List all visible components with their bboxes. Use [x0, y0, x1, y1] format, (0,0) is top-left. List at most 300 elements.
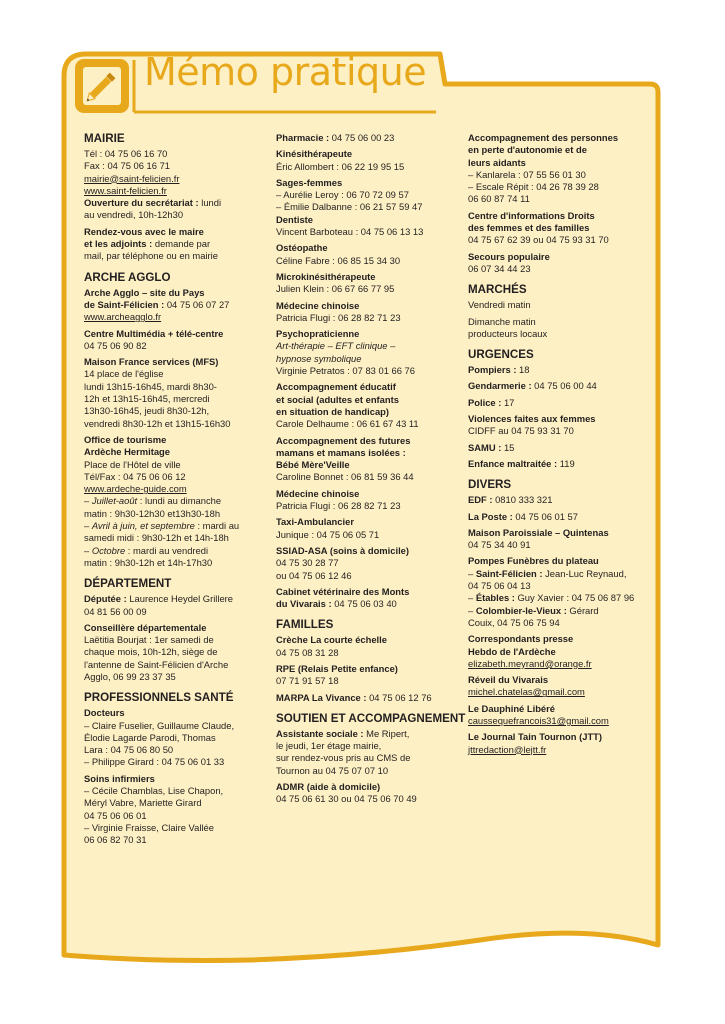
text-line: [84, 368, 262, 380]
text-segment: Pompes Funèbres du plateau: [468, 555, 599, 567]
contact-link[interactable]: caussequefrancois31@gmail.com: [468, 714, 609, 726]
text-segment: Saint-Félicien :: [475, 567, 543, 579]
text-segment: Juillet-août: [91, 495, 138, 507]
text-segment: Cabinet vétérinaire des Monts: [276, 585, 410, 597]
text-segment: vendredi 8h30-12h et 13h15-16h30: [84, 417, 231, 429]
text-segment: Colombier-le-Vieux :: [475, 604, 567, 616]
text-segment: 04 75 34 40 91: [468, 539, 531, 551]
section-heading: DIVERS: [468, 478, 512, 492]
text-segment: Vincent Barboteau : 04 75 06 13 13: [276, 226, 424, 238]
text-segment: 04 75 06 61 30 ou 04 75 06 70 49: [276, 793, 417, 805]
text-segment: Médecine chinoise: [276, 487, 360, 499]
text-segment: Octobre: [91, 544, 126, 556]
text-segment: 04 75 06 00 23: [329, 132, 395, 143]
text-segment: lundi: [198, 197, 222, 209]
section-heading: MARCHÉS: [468, 283, 527, 297]
text-line: [468, 658, 646, 670]
text-segment: de Saint-Félicien :: [84, 298, 165, 310]
contact-link[interactable]: jttredaction@lejtt.fr: [468, 743, 547, 755]
text-line: [276, 226, 456, 238]
text-line: [468, 715, 646, 727]
text-segment: Secours populaire: [468, 250, 550, 262]
text-segment: Médecine chinoise: [276, 299, 360, 311]
section-heading: DÉPARTEMENT: [84, 577, 172, 591]
text-segment: CIDFF au 04 75 93 31 70: [468, 425, 574, 437]
text-segment: 12h et 13h15-16h45, mercredi: [84, 393, 210, 405]
text-segment: Tournon au 04 75 07 07 10: [276, 764, 389, 776]
text-line: [276, 488, 456, 500]
text-line: [468, 364, 646, 376]
section-heading: URGENCES: [468, 348, 534, 362]
text-segment: Céline Fabre : 06 85 15 34 30: [276, 254, 401, 266]
text-line: [276, 353, 456, 365]
text-segment: Arche Agglo – site du Pays: [84, 286, 205, 298]
text-line: [84, 732, 262, 744]
text-line: [84, 434, 262, 446]
text-segment: du Vivarais :: [276, 598, 332, 610]
text-line: [276, 255, 456, 267]
text-segment: Patricia Flugi : 06 28 82 71 23: [276, 311, 401, 323]
text-line: [468, 397, 646, 409]
text-segment: Virginie Petratos : 07 83 01 66 76: [276, 365, 415, 377]
text-segment: – Cécile Chamblas, Lise Chapon,: [84, 785, 224, 797]
text-segment: lundi 13h15-16h45, mardi 8h30-: [84, 380, 217, 392]
section-heading: MAIRIE: [84, 132, 125, 145]
text-segment: matin : 9h30-12h30 et13h30-18h: [84, 507, 221, 519]
text-segment: Laëtitia Bourjat : 1er samedi de: [84, 634, 214, 646]
text-segment: Le Journal Tain Tournon (JTT): [468, 731, 603, 743]
text-segment: Méryl Vabre, Mariette Girard: [84, 797, 202, 809]
text-line: [468, 617, 646, 629]
text-line: [276, 570, 456, 582]
text-line: [468, 263, 646, 275]
text-segment: Julien Klein : 06 67 66 77 95: [276, 283, 395, 295]
text-segment: Agglo, 06 99 23 37 35: [84, 670, 176, 682]
contact-link[interactable]: elizabeth.meyrand@orange.fr: [468, 657, 592, 669]
text-segment: Élodie Lagarde Parodi, Thomas: [84, 731, 216, 743]
section-heading: FAMILLES: [276, 618, 334, 632]
text-segment: 15: [501, 441, 515, 453]
text-line: [276, 586, 456, 598]
text-segment: demande par: [152, 238, 211, 250]
text-line: [276, 752, 456, 764]
text-line: [468, 251, 646, 263]
text-segment: Art-thérapie – EFT clinique –: [276, 340, 396, 352]
text-segment: Crèche La courte échelle: [276, 634, 387, 646]
text-line: [84, 744, 262, 756]
text-segment: Accompagnement des futures: [276, 434, 411, 446]
text-segment: Kinésithérapeute: [276, 148, 353, 160]
text-segment: Hebdo de l'Ardèche: [468, 645, 556, 657]
contact-link[interactable]: www.saint-felicien.fr: [84, 184, 167, 196]
text-line: [84, 545, 262, 557]
text-segment: Docteurs: [84, 707, 125, 719]
text-segment: Taxi-Ambulancier: [276, 516, 354, 528]
text-segment: Centre d'informations Droits: [468, 209, 595, 221]
text-line: [84, 340, 262, 352]
text-segment: Enfance maltraitée :: [468, 457, 558, 469]
text-segment: 119: [557, 457, 575, 469]
text-line: [84, 557, 262, 569]
text-line: [276, 132, 456, 144]
text-line: [468, 425, 646, 437]
text-segment: 04 81 56 00 09: [84, 605, 147, 617]
text-segment: 18: [516, 364, 530, 376]
text-line: [468, 181, 646, 193]
text-line: [84, 287, 262, 299]
text-line: [84, 311, 262, 323]
text-line: [84, 185, 262, 197]
text-segment: Police :: [468, 396, 502, 408]
text-segment: –: [468, 567, 476, 579]
text-segment: Fax : 04 75 06 16 71: [84, 160, 171, 172]
text-line: [84, 810, 262, 822]
text-segment: – Philippe Girard : 04 75 06 01 33: [84, 756, 225, 768]
text-line: [276, 242, 456, 254]
text-segment: 04 75 67 62 39 ou 04 75 93 31 70: [468, 234, 609, 246]
text-line: [468, 686, 646, 698]
text-segment: Psychopraticienne: [276, 328, 360, 340]
text-line: [468, 316, 646, 328]
text-segment: 04 75 06 01 57: [512, 510, 578, 522]
text-segment: et social (adultes et enfants: [276, 393, 399, 405]
pencil-icon: [74, 58, 130, 114]
text-segment: Maison Paroissiale – Quintenas: [468, 526, 609, 538]
text-line: [276, 557, 456, 569]
text-segment: Centre Multimédia + télé-centre: [84, 327, 224, 339]
text-segment: matin : 9h30-12h et 14h-17h30: [84, 556, 213, 568]
text-line: [84, 508, 262, 520]
text-segment: en perte d'autonomie et de: [468, 144, 587, 156]
text-line: [276, 459, 456, 471]
text-segment: 04 75 08 31 28: [276, 646, 339, 658]
text-segment: Me Ripert,: [363, 727, 410, 739]
text-line: [468, 222, 646, 234]
text-line: [468, 132, 646, 144]
text-line: [276, 663, 456, 675]
text-line: [84, 634, 262, 646]
text-segment: Jean-Luc Reynaud,: [542, 567, 627, 579]
text-segment: : mardi au: [194, 520, 240, 532]
text-segment: SAMU :: [468, 441, 502, 453]
text-segment: producteurs locaux: [468, 327, 548, 339]
text-line: [84, 773, 262, 785]
text-line: [468, 442, 646, 454]
text-segment: Tél/Fax : 04 75 06 06 12: [84, 470, 186, 482]
column-1: [84, 132, 262, 847]
text-line: [468, 674, 646, 686]
text-segment: ou 04 75 06 12 46: [276, 569, 352, 581]
text-line: [84, 756, 262, 768]
text-segment: Gérard: [566, 604, 599, 616]
text-segment: Dimanche matin: [468, 315, 536, 327]
text-segment: au vendredi, 10h-12h30: [84, 209, 184, 221]
text-line: [468, 169, 646, 181]
text-segment: l'antenne de Saint-Félicien d'Arche: [84, 658, 229, 670]
text-line: [276, 161, 456, 173]
text-segment: Pharmacie :: [276, 132, 330, 143]
text-segment: Guy Xavier : 04 75 06 87 96: [514, 592, 635, 604]
text-segment: Office de tourisme: [84, 433, 167, 445]
text-line: [84, 471, 262, 483]
text-line: [468, 494, 646, 506]
text-segment: 04 75 06 90 82: [84, 339, 147, 351]
text-line: [468, 555, 646, 567]
text-line: [84, 418, 262, 430]
text-line: [84, 622, 262, 634]
text-line: [276, 328, 456, 340]
text-line: [84, 250, 262, 262]
text-line: [276, 598, 456, 610]
text-segment: Accompagnement des personnes: [468, 132, 619, 143]
text-segment: 04 75 30 28 77: [276, 557, 339, 569]
text-segment: –: [468, 604, 476, 616]
text-segment: 13h30-16h45, jeudi 8h30-12h,: [84, 405, 210, 417]
text-segment: – Escale Répit : 04 26 78 39 28: [468, 181, 599, 193]
text-segment: Le Dauphiné Libéré: [468, 702, 555, 714]
text-line: [84, 299, 262, 311]
text-segment: Laurence Heydel Grillere: [126, 593, 234, 605]
text-line: [84, 459, 262, 471]
text-line: [84, 495, 262, 507]
text-line: [84, 659, 262, 671]
text-line: [276, 740, 456, 752]
text-segment: leurs aidants: [468, 156, 526, 168]
text-segment: le jeudi, 1er étage mairie,: [276, 740, 382, 752]
text-line: [84, 797, 262, 809]
text-line: [84, 381, 262, 393]
text-segment: et les adjoints :: [84, 238, 153, 250]
text-line: [276, 675, 456, 687]
text-line: [84, 646, 262, 658]
text-segment: 06 07 34 44 23: [468, 262, 531, 274]
text-line: [468, 633, 646, 645]
text-line: [84, 671, 262, 683]
text-line: [276, 545, 456, 557]
text-segment: 04 75 06 12 76: [366, 691, 432, 703]
text-line: [84, 148, 262, 160]
text-segment: : lundi au dimanche: [137, 495, 222, 507]
text-line: [468, 580, 646, 592]
text-segment: 06 60 87 74 11: [468, 193, 530, 205]
text-line: [84, 209, 262, 221]
text-segment: Éric Allombert : 06 22 19 95 15: [276, 160, 405, 172]
text-segment: – Virginie Fraisse, Claire Vallée: [84, 821, 214, 833]
text-line: [276, 529, 456, 541]
text-line: [84, 328, 262, 340]
text-segment: –: [84, 495, 92, 507]
contact-link[interactable]: mairie@saint-felicien.fr: [84, 172, 180, 184]
text-line: [468, 511, 646, 523]
text-line: [276, 365, 456, 377]
text-line: [276, 214, 456, 226]
text-segment: Pompiers :: [468, 364, 517, 376]
text-segment: 0810 333 321: [492, 494, 553, 506]
text-line: [84, 446, 262, 458]
text-line: [468, 328, 646, 340]
text-segment: EDF :: [468, 494, 493, 506]
text-line: [84, 834, 262, 846]
text-segment: –: [84, 520, 92, 532]
text-segment: Soins infirmiers: [84, 772, 155, 784]
text-segment: Vendredi matin: [468, 299, 531, 311]
text-segment: Ardèche Hermitage: [84, 446, 170, 458]
text-line: [276, 781, 456, 793]
text-segment: Correspondants presse: [468, 633, 574, 645]
text-segment: Sages-femmes: [276, 176, 343, 188]
text-line: [276, 381, 456, 393]
text-segment: 17: [501, 396, 515, 408]
section-heading: SOUTIEN ET ACCOMPAGNEMENT: [276, 711, 466, 725]
text-segment: 04 75 06 07 27: [164, 298, 230, 310]
text-line: [276, 793, 456, 805]
text-segment: 07 71 91 57 18: [276, 675, 339, 687]
text-segment: Tél : 04 75 06 16 70: [84, 148, 168, 159]
text-line: [276, 447, 456, 459]
text-segment: Rendez-vous avec le maire: [84, 225, 204, 237]
text-line: [276, 300, 456, 312]
text-line: [276, 406, 456, 418]
text-line: [468, 380, 646, 392]
text-line: [276, 312, 456, 324]
text-line: [276, 471, 456, 483]
text-segment: 04 75 06 03 40: [331, 598, 397, 610]
text-segment: 04 75 06 00 44: [531, 380, 597, 392]
text-line: [468, 592, 646, 604]
text-segment: Ostéopathe: [276, 242, 328, 254]
text-line: [468, 299, 646, 311]
text-line: [84, 173, 262, 185]
text-line: [84, 226, 262, 238]
text-line: [276, 647, 456, 659]
text-line: [276, 500, 456, 512]
text-segment: Étables :: [475, 592, 515, 604]
text-line: [276, 177, 456, 189]
text-line: [468, 234, 646, 246]
text-segment: Accompagnement éducatif: [276, 381, 396, 393]
text-line: [468, 458, 646, 470]
text-segment: Avril à juin, et septembre: [91, 520, 195, 532]
text-line: [468, 210, 646, 222]
text-segment: mamans et mamans isolées :: [276, 446, 406, 458]
text-segment: La Poste :: [468, 510, 513, 522]
text-segment: SSIAD-ASA (soins à domicile): [276, 544, 410, 556]
text-line: [276, 634, 456, 646]
section-heading: PROFESSIONNELS SANTÉ: [84, 691, 234, 705]
text-line: [468, 646, 646, 658]
text-line: [84, 393, 262, 405]
text-segment: Carole Delhaume : 06 61 67 43 11: [276, 418, 419, 430]
page-title: Mémo pratique: [144, 50, 427, 94]
text-line: [276, 765, 456, 777]
column-3: [468, 132, 646, 756]
text-line: [468, 193, 646, 205]
text-line: [468, 144, 646, 156]
text-segment: 06 06 82 70 31: [84, 834, 147, 846]
text-line: [84, 707, 262, 719]
text-segment: Ouverture du secrétariat :: [84, 197, 199, 209]
text-line: [84, 405, 262, 417]
text-segment: – Kanlarela : 07 55 56 01 30: [468, 168, 586, 180]
text-line: [84, 593, 262, 605]
text-line: [84, 822, 262, 834]
text-line: [468, 731, 646, 743]
text-line: [468, 413, 646, 425]
text-segment: Conseillère départementale: [84, 621, 207, 633]
text-segment: Dentiste: [276, 213, 313, 225]
contact-link[interactable]: www.archeagglo.fr: [84, 311, 162, 323]
text-segment: 14 place de l'église: [84, 368, 164, 380]
text-segment: samedi midi : 9h30-12h et 14h-18h: [84, 532, 229, 544]
text-line: [276, 201, 456, 213]
text-line: [84, 160, 262, 172]
text-segment: Assistante sociale :: [276, 727, 364, 739]
text-line: [276, 418, 456, 430]
text-segment: Violences faites aux femmes: [468, 413, 596, 425]
text-line: [468, 539, 646, 551]
text-line: [276, 283, 456, 295]
text-segment: Junique : 04 75 06 05 71: [276, 528, 380, 540]
text-segment: mail, par téléphone ou en mairie: [84, 250, 218, 262]
text-line: [276, 516, 456, 528]
text-line: [276, 148, 456, 160]
text-segment: hypnose symbolique: [276, 352, 362, 364]
text-line: [276, 728, 456, 740]
text-line: [84, 720, 262, 732]
text-segment: 04 75 06 04 13: [468, 580, 531, 592]
text-segment: – Émilie Dalbanne : 06 21 57 59 47: [276, 201, 423, 213]
contact-link[interactable]: www.ardeche-guide.com: [84, 483, 187, 495]
text-line: [84, 356, 262, 368]
text-line: [468, 568, 646, 580]
text-segment: 04 75 06 06 01: [84, 809, 147, 821]
text-segment: : mardi au vendredi: [125, 544, 209, 556]
text-segment: MARPA La Vivance :: [276, 691, 367, 703]
text-segment: Députée :: [84, 593, 127, 605]
text-segment: –: [468, 592, 476, 604]
text-segment: Gendarmerie :: [468, 380, 532, 392]
text-segment: Caroline Bonnet : 06 81 59 36 44: [276, 471, 414, 483]
column-2: [276, 132, 466, 806]
text-line: [276, 189, 456, 201]
text-segment: Couix, 04 75 06 75 94: [468, 616, 560, 628]
text-segment: – Aurélie Leroy : 06 70 72 09 57: [276, 189, 409, 201]
text-line: [276, 692, 456, 704]
text-segment: Place de l'Hôtel de ville: [84, 458, 181, 470]
text-segment: Bébé Mère'Veille: [276, 459, 350, 471]
text-line: [468, 744, 646, 756]
text-segment: ADMR (aide à domicile): [276, 781, 381, 793]
text-line: [84, 520, 262, 532]
text-segment: Microkinésithérapeute: [276, 270, 376, 282]
text-line: [468, 157, 646, 169]
text-line: [84, 483, 262, 495]
text-line: [276, 394, 456, 406]
text-line: [276, 271, 456, 283]
text-line: [468, 527, 646, 539]
text-segment: Patricia Flugi : 06 28 82 71 23: [276, 500, 401, 512]
text-segment: –: [84, 544, 92, 556]
text-segment: Réveil du Vivarais: [468, 674, 549, 686]
text-segment: Lara : 04 75 06 80 50: [84, 744, 174, 756]
text-line: [276, 340, 456, 352]
contact-link[interactable]: michel.chatelas@gmail.com: [468, 686, 585, 698]
text-segment: – Claire Fuselier, Guillaume Claude,: [84, 719, 235, 731]
text-line: [276, 435, 456, 447]
section-heading: ARCHE AGGLO: [84, 270, 171, 284]
text-segment: chaque mois, 10h-12h, siège de: [84, 646, 218, 658]
text-line: [468, 605, 646, 617]
